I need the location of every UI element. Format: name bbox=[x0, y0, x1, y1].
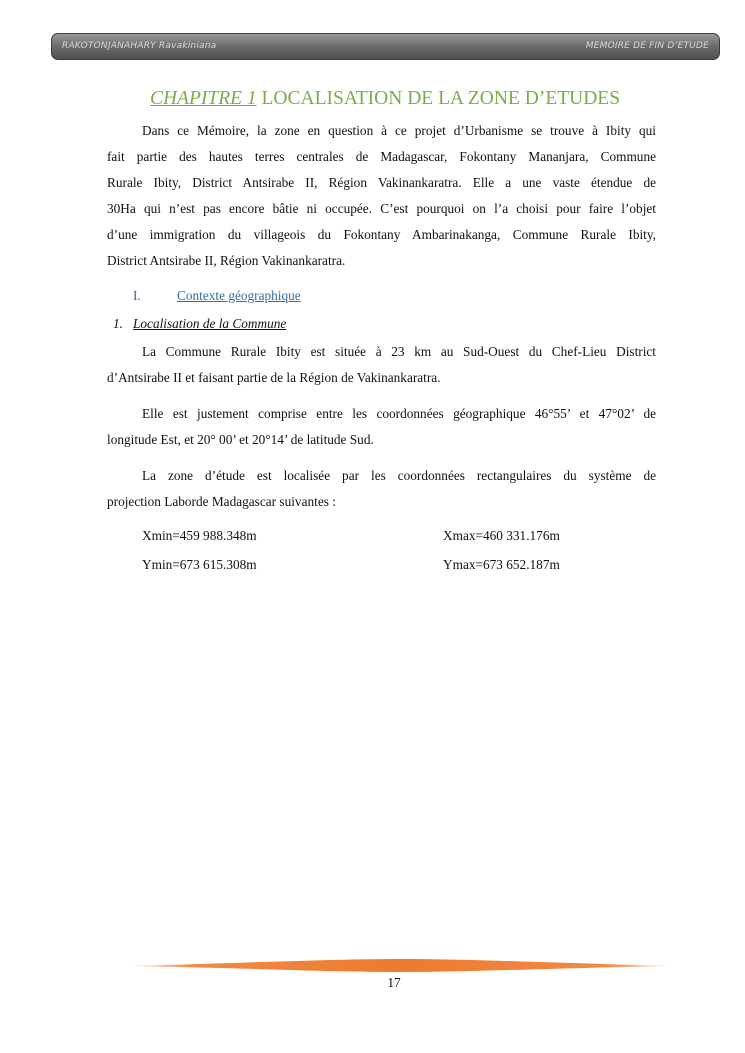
coordinate-ymin: Ymin=673 615.308m bbox=[142, 557, 257, 572]
footer-swoosh-decoration bbox=[128, 958, 673, 974]
intro-paragraph bbox=[107, 118, 656, 274]
coordinate-xmax: Xmax=460 331.176m bbox=[443, 528, 560, 543]
page-number: 17 bbox=[387, 975, 401, 990]
subsection-heading bbox=[113, 316, 286, 332]
section-heading bbox=[133, 288, 301, 304]
page-header-bar bbox=[51, 33, 720, 60]
section-title-link[interactable]: Contexte géographique bbox=[177, 288, 301, 303]
text-line: longitude Est, et 20° 00’ et 20°14’ de latitude Sud. bbox=[107, 432, 374, 447]
chapter-name: LOCALISATION DE LA ZONE D’ETUDES bbox=[261, 88, 621, 109]
chapter-number: CHAPITRE 1 bbox=[149, 88, 257, 109]
header-author: RAKOTONJANAHARY Ravakiniana bbox=[62, 41, 217, 51]
geographic-coordinates-paragraph bbox=[107, 401, 656, 453]
text-line: projection Laborde Madagascar suivantes : bbox=[107, 494, 336, 509]
text-line: Dans ce Mémoire, la zone en question à ce projet d’Urbanisme se trouve à Ibity qui bbox=[142, 123, 656, 138]
text-line: District Antsirabe II, Région Vakinankaratra. bbox=[107, 253, 346, 268]
text-line: d’une immigration du villageois du Fokontany Ambarinakanga, Commune Rurale Ibity, bbox=[107, 227, 656, 242]
text-line: d’Antsirabe II et faisant partie de la Région de Vakinankaratra. bbox=[107, 370, 441, 385]
section-number: I. bbox=[133, 288, 141, 303]
subsection-number: 1. bbox=[113, 316, 123, 331]
commune-location-paragraph bbox=[107, 339, 656, 391]
text-line: Rurale Ibity, District Antsirabe II, Région Vakinankaratra. Elle a une vaste étendue de bbox=[107, 175, 656, 190]
text-line: La Commune Rurale Ibity est située à 23 km au Sud-Ouest du Chef-Lieu District bbox=[142, 344, 656, 359]
text-line: Elle est justement comprise entre les coordonnées géographique 46°55’ et 47°02’ de bbox=[142, 406, 656, 421]
coordinate-ymax: Ymax=673 652.187m bbox=[443, 557, 560, 572]
chapter-title bbox=[0, 88, 745, 110]
header-doc-type: MEMOIRE DE FIN D’ETUDE bbox=[585, 41, 709, 51]
coordinate-xmin: Xmin=459 988.348m bbox=[142, 528, 257, 543]
subsection-title: Localisation de la Commune bbox=[133, 316, 287, 331]
text-line: fait partie des hautes terres centrales de Madagascar, Fokontany Mananjara, Commune bbox=[107, 149, 656, 164]
text-line: La zone d’étude est localisée par les coordonnées rectangulaires du système de bbox=[142, 468, 656, 483]
projection-paragraph bbox=[107, 463, 656, 515]
text-line: 30Ha qui n’est pas encore bâtie ni occupée. C’est pourquoi on l’a choisi pour faire l’objet bbox=[107, 201, 656, 216]
